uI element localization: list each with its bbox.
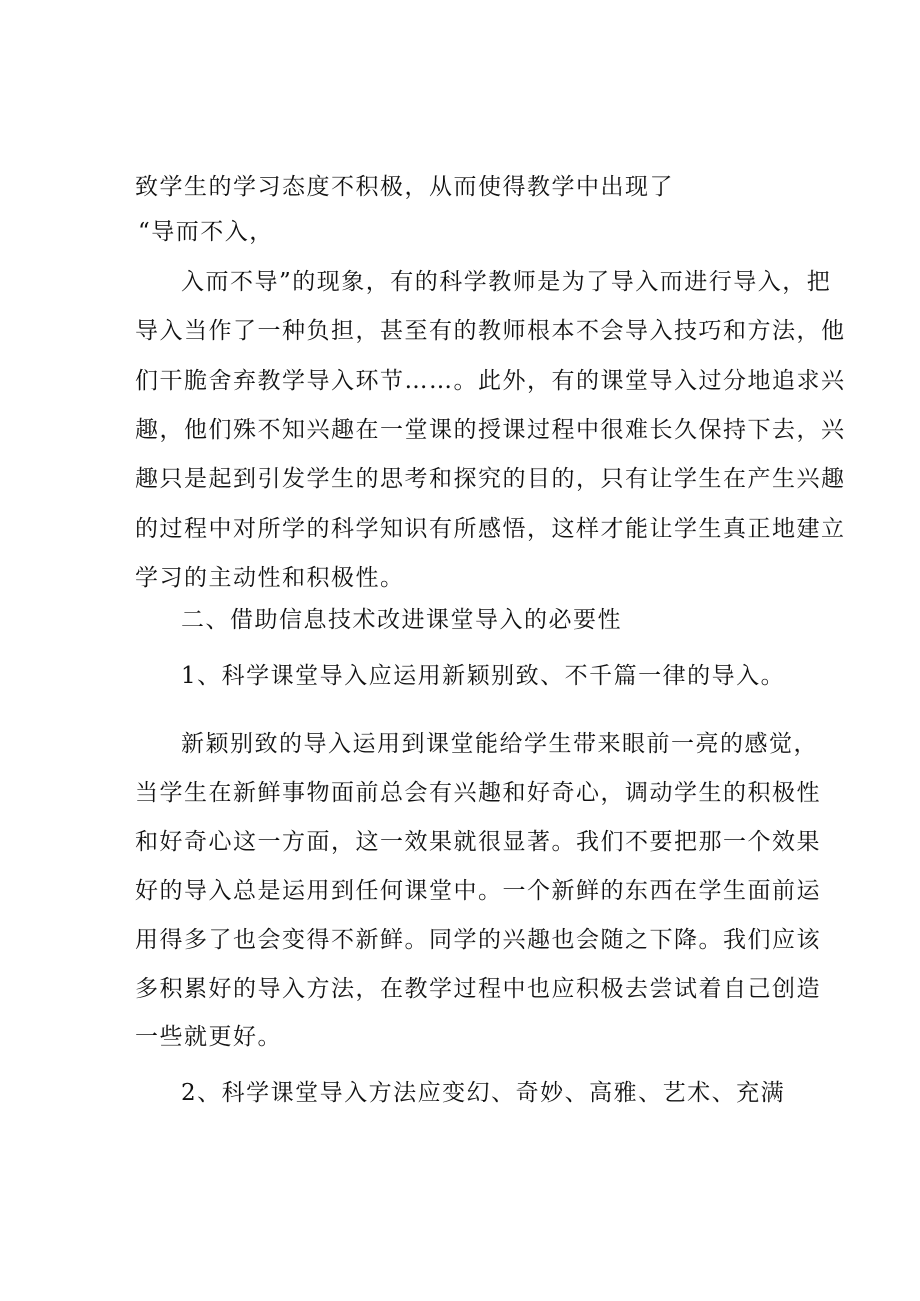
text-line-6: 趣，他们殊不知兴趣在一堂课的授课过程中很难长久保持下去，兴 (135, 417, 846, 443)
text-line-12: 新颖别致的导入运用到课堂能给学生带来眼前一亮的感觉， (181, 731, 818, 757)
text-line-7: 趣只是起到引发学生的思考和探究的目的，只有让学生在产生兴趣 (135, 466, 846, 492)
text-line-15: 好的导入总是运用到任何课堂中。一个新鲜的东西在学生面前运 (135, 878, 821, 904)
text-line-17: 多积累好的导入方法，在教学过程中也应积极去尝试着自己创造 (135, 976, 821, 1002)
subheading-1: 1、科学课堂导入应运用新颖别致、不千篇一律的导入。 (181, 663, 786, 689)
text-line-3: 入而不导”的现象，有的科学教师是为了导入而进行导入，把 (181, 269, 832, 295)
subheading-2: 2、科学课堂导入方法应变幻、奇妙、高雅、艺术、充满 (181, 1080, 786, 1106)
text-line-4: 导入当作了一种负担，甚至有的教师根本不会导入技巧和方法，他 (135, 318, 846, 344)
text-line-1: 致学生的学习态度不积极，从而使得教学中出现了 (135, 174, 674, 200)
section-heading: 二、借助信息技术改进课堂导入的必要性 (181, 607, 622, 633)
text-line-8: 的过程中对所学的科学知识有所感悟，这样才能让学生真正地建立 (135, 516, 846, 542)
text-line-18: 一些就更好。 (135, 1024, 282, 1050)
text-line-5: 们干脆舍弃教学导入环节……。此外，有的课堂导入过分地追求兴 (135, 368, 846, 394)
text-line-14: 和好奇心这一方面，这一效果就很显著。我们不要把那一个效果 (135, 829, 821, 855)
text-line-13: 当学生在新鲜事物面前总会有兴趣和好奇心，调动学生的积极性 (135, 780, 821, 806)
text-line-9: 学习的主动性和积极性。 (135, 565, 405, 591)
text-line-16: 用得多了也会变得不新鲜。同学的兴趣也会随之下降。我们应该 (135, 927, 821, 953)
text-line-2: “导而不入， (138, 219, 274, 245)
